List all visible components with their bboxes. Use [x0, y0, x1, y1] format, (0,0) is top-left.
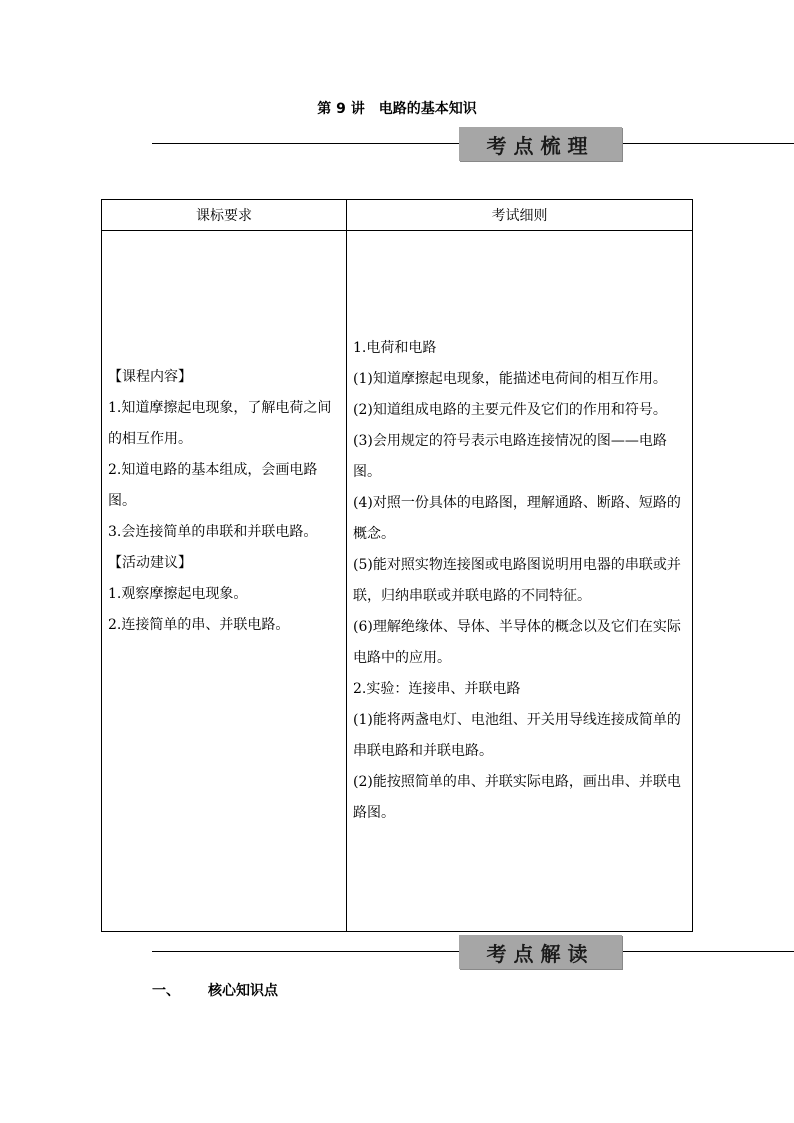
list-item: (1)知道摩擦起电现象，能描述电荷间的相互作用。	[353, 371, 667, 387]
section-number: 一、	[152, 983, 180, 999]
list-item: (6)理解绝缘体、导体、半导体的概念以及它们在实际电路中的应用。	[353, 619, 681, 666]
list-item: 1.知道摩擦起电现象，了解电荷之间的相互作用。	[108, 399, 332, 447]
list-item: (5)能对照实物连接图或电路图说明用电器的串联或并联，归纳串联或并联电路的不同特征。	[353, 557, 681, 604]
list-item: 3.会连接简单的串联和并联电路。	[108, 523, 318, 540]
section-banner-interpretation: 考点解读	[459, 935, 622, 969]
list-item: 1.观察摩擦起电现象。	[108, 585, 248, 602]
list-item: 2.连接简单的串、并联电路。	[108, 616, 290, 633]
list-item: (2)知道组成电路的主要元件及它们的作用和符号。	[353, 402, 667, 418]
table-row	[102, 231, 693, 932]
curriculum-cell	[102, 231, 347, 932]
column-header-exam-details: 考试细则	[347, 200, 693, 231]
section-heading	[152, 980, 278, 1000]
column-header-curriculum: 课标要求	[102, 200, 347, 231]
exam-details-cell	[347, 231, 693, 932]
list-item: (1)能将两盏电灯、电池组、开关用导线连接成简单的串联电路和并联电路。	[353, 712, 681, 759]
list-item: (2)能按照简单的串、并联实际电路，画出串、并联电路图。	[353, 774, 681, 821]
list-item: 2.实验：连接串、并联电路	[353, 681, 521, 697]
list-item: 【活动建议】	[108, 554, 192, 571]
list-item: (4)对照一份具体的电路图，理解通路、断路、短路的概念。	[353, 495, 681, 542]
page-title: 第 9 讲 电路的基本知识	[317, 101, 477, 117]
list-item: 2.知道电路的基本组成，会画电路图。	[108, 461, 318, 509]
list-item: 【课程内容】	[108, 368, 192, 385]
standards-table	[101, 199, 693, 932]
list-item: (3)会用规定的符号表示电路连接情况的图——电路图。	[353, 433, 667, 480]
section-label: 核心知识点	[208, 983, 278, 999]
list-item: 1.电荷和电路	[353, 340, 437, 356]
section-banner-review: 考点梳理	[459, 127, 622, 161]
table-header-row	[102, 200, 693, 231]
